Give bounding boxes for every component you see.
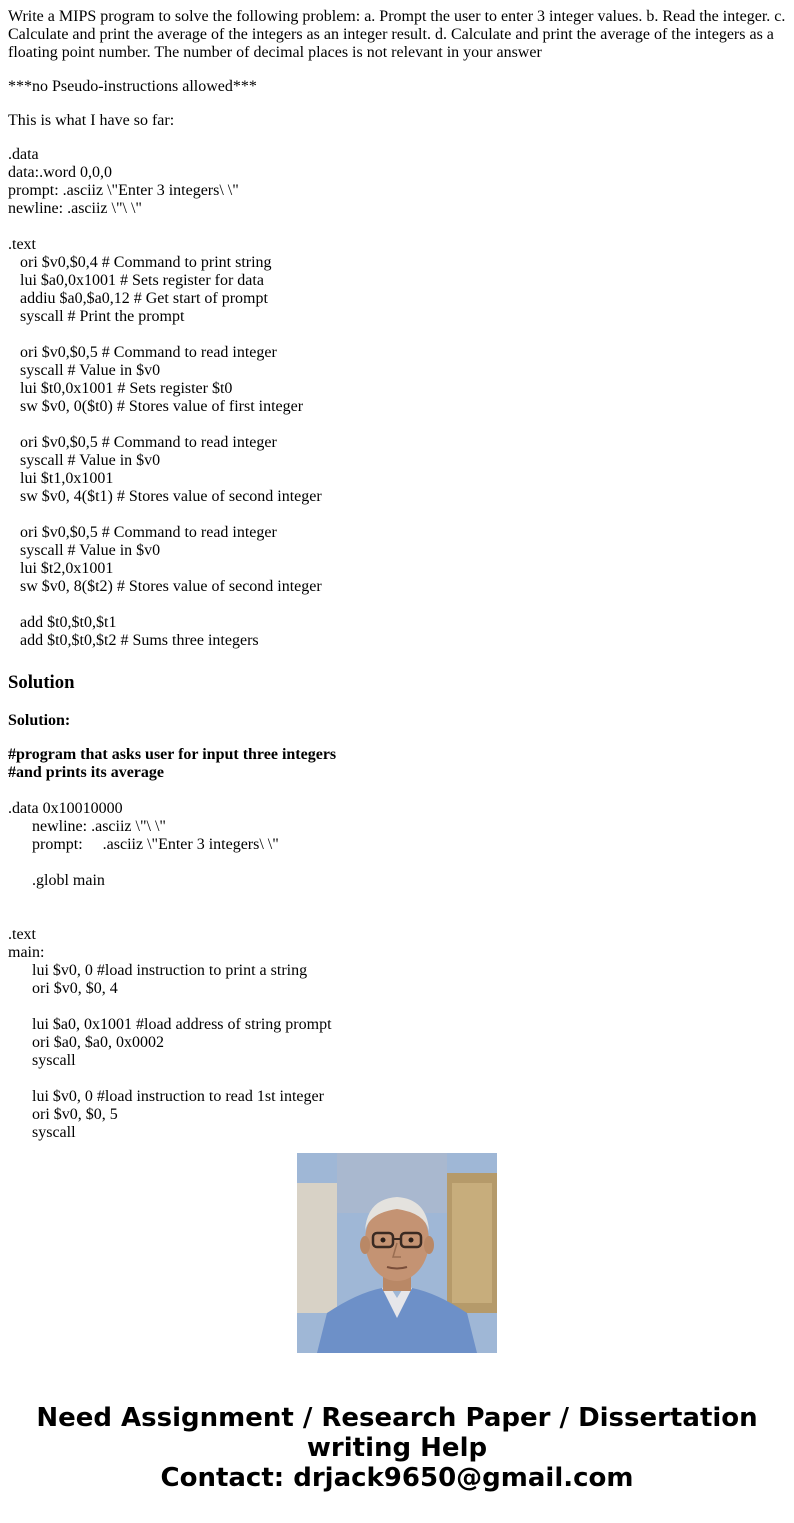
help-banner (0, 1403, 794, 1493)
solution-code-data: .data 0x10010000 newline: .asciiz \"\ \" prompt: .asciiz \"Enter 3 integers\ \" .globl main (8, 800, 279, 889)
solution-label: Solution: (8, 712, 71, 729)
question-intro: This is what I have so far: (8, 112, 175, 129)
question-note: ***no Pseudo-instructions allowed*** (8, 78, 257, 95)
main-content (8, 8, 790, 1141)
banner-contact: Contact: drjack9650@gmail.com (160, 1463, 634, 1493)
question-text: Write a MIPS program to solve the following problem: a. Prompt the user to enter 3 integer values. b. Read the integer. c. Calculate and print the average of the integers as an integer result. d. Calculate and print the average of the integers as a floating point number. The number of decimal places is not relevant in your answer (8, 8, 790, 61)
question-code-data: .data data:.word 0,0,0 prompt: .asciiz \"Enter 3 integers\ \" newline: .asciiz \"\ \" (8, 146, 239, 217)
solution-comment: #program that asks user for input three integers #and prints its average (8, 746, 337, 781)
author-avatar (297, 1153, 497, 1353)
banner-line-1: Need Assignment / Research Paper / Dissertation (36, 1403, 758, 1433)
question-code-text: .text ori $v0,$0,4 # Command to print string lui $a0,0x1001 # Sets register for data addiu $a0,$a0,12 # Get start of prompt syscall # Print the prompt ori $v0,$0,5 # Command to read integer syscall # Value in $v0 lui $t0,0x1001 # Sets register $t0 sw $v0, 0($t0) # Stores value of first integer ori $v0,$0,5 # Command to read integer syscall # Value in $v0 lui $t1,0x1001 sw $v0, 4($t1) # Stores value of second integer ori $v0,$0,5 # Command to read integer syscall # Value in $v0 lui $t2,0x1001 sw $v0, 8($t2) # Stores value of second integer add $t0,$t0,$t1 add $t0,$t0,$t2 # Sums three integers (8, 236, 322, 649)
solution-code-main: .text main: lui $v0, 0 #load instruction to print a string ori $v0, $0, 4 lui $a0, 0x1001 #load address of string prompt ori $a0, $a0, 0x0002 syscall lui $v0, 0 #load instruction to read 1st integer ori $v0, $0, 5 syscall (8, 926, 332, 1141)
solution-heading: Solution (8, 672, 75, 693)
author-portrait (297, 1153, 497, 1353)
banner-line-2: writing Help (306, 1433, 488, 1463)
